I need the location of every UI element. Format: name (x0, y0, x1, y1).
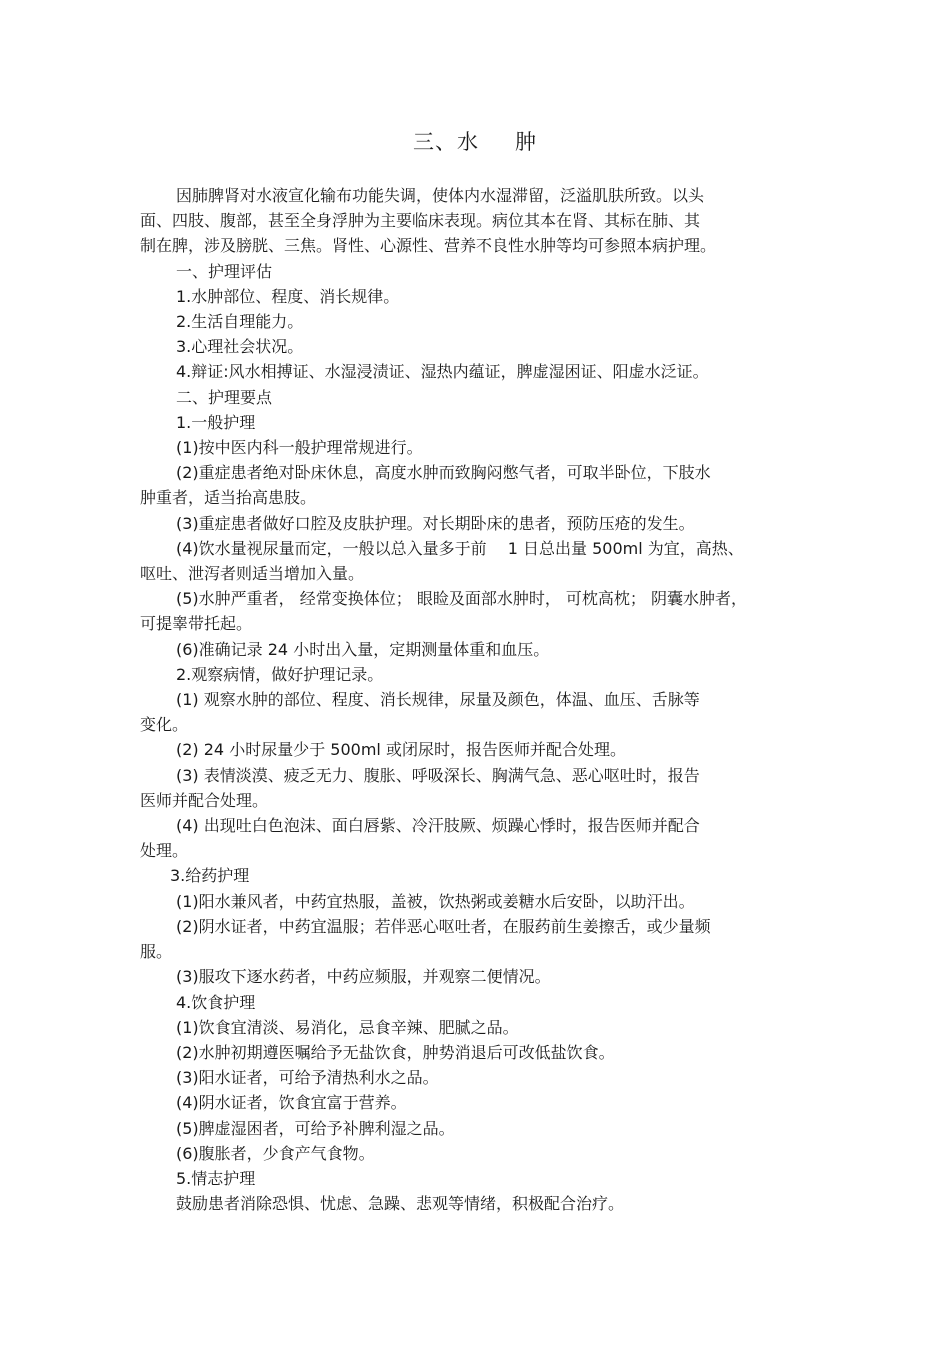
text-line: (2)水肿初期遵医嘱给予无盐饮食，肿势消退后可改低盐饮食。 (176, 1042, 615, 1062)
text-line: 一、护理评估 (176, 261, 273, 281)
text-line: 制在脾，涉及膀胱、三焦。肾性、心源性、营养不良性水肿等均可参照本病护理。 (140, 236, 717, 256)
text-line: 5.情志护理 (176, 1168, 256, 1188)
text-line: (3) 表情淡漠、疲乏无力、腹胀、呼吸深长、胸满气急、恶心呕吐时，报告 (176, 765, 700, 785)
text-line: (1) 观察水肿的部位、程度、消长规律，尿量及颜色，体温、血压、舌脉等 (176, 690, 700, 710)
text-line: 1.一般护理 (176, 412, 256, 432)
text-line: (3)重症患者做好口腔及皮肤护理。对长期卧床的患者，预防压疮的发生。 (176, 513, 695, 533)
text-line: 医师并配合处理。 (140, 790, 269, 810)
text-line: (5)水肿严重者， 经常变换体位； 眼睑及面部水肿时， 可枕高枕； 阴囊水肿者， (176, 589, 748, 609)
text-line: (6)腹胀者，少食产气食物。 (176, 1143, 375, 1163)
text-line: (3)服攻下逐水药者，中药应频服，并观察二便情况。 (176, 967, 551, 987)
text-line: 2.生活自理能力。 (176, 312, 304, 332)
text-line: (3)阳水证者，可给予清热利水之品。 (176, 1068, 439, 1088)
text-line: 3.给药护理 (170, 866, 250, 886)
text-line: 服。 (140, 942, 173, 962)
page-title (0, 129, 950, 155)
text-line: (5)脾虚湿困者，可给予补脾利湿之品。 (176, 1118, 455, 1138)
title-left: 三、水 (413, 130, 479, 154)
text-line: (1)阳水兼风者，中药宜热服，盖被，饮热粥或姜糖水后安卧，以助汗出。 (176, 891, 695, 911)
text-line: (1)饮食宜清淡、易消化，忌食辛辣、肥腻之品。 (176, 1017, 519, 1037)
text-line: 4.饮食护理 (176, 992, 256, 1012)
text-line: 可提睾带托起。 (140, 614, 253, 634)
text-line: 4.辩证:风水相搏证、水湿浸渍证、湿热内蕴证，脾虚湿困证、阳虚水泛证。 (176, 362, 709, 382)
title-right: 肿 (515, 130, 537, 154)
text-line: (2)阴水证者，中药宜温服；若伴恶心呕吐者，在服药前生姜擦舌，或少量频 (176, 916, 711, 936)
text-line: 因肺脾肾对水液宣化输布功能失调，使体内水湿滞留，泛溢肌肤所致。以头 (176, 186, 705, 205)
text-line: 鼓励患者消除恐惧、忧虑、急躁、悲观等情绪，积极配合治疗。 (176, 1194, 625, 1214)
text-line: (2) 24 小时尿量少于 500ml 或闭尿时，报告医师并配合处理。 (176, 740, 626, 760)
text-line: 呕吐、泄泻者则适当增加入量。 (140, 564, 365, 584)
text-line: (4)阴水证者，饮食宜富于营养。 (176, 1093, 407, 1113)
text-line: (4)饮水量视尿量而定，一般以总入量多于前 1 日总出量 500ml 为宜，高热、 (176, 538, 744, 558)
text-line: (2)重症患者绝对卧床休息，高度水肿而致胸闷憋气者，可取半卧位，下肢水 (176, 463, 711, 483)
text-line: 面、四肢、腹部，甚至全身浮肿为主要临床表现。病位其本在肾、其标在肺、其 (140, 211, 701, 231)
text-line: 二、护理要点 (176, 387, 273, 407)
text-line: 处理。 (140, 841, 189, 861)
text-line: 变化。 (140, 715, 189, 735)
text-line: (6)准确记录 24 小时出入量，定期测量体重和血压。 (176, 639, 550, 659)
text-line: 2.观察病情，做好护理记录。 (176, 664, 384, 684)
document-body (140, 183, 820, 1216)
text-line: 1.水肿部位、程度、消长规律。 (176, 286, 400, 306)
text-line: 3.心理社会状况。 (176, 337, 304, 357)
text-line: 肿重者，适当抬高患肢。 (140, 488, 317, 508)
text-line: (1)按中医内科一般护理常规进行。 (176, 438, 423, 458)
text-line: (4) 出现吐白色泡沫、面白唇紫、冷汗肢厥、烦躁心悸时，报告医师并配合 (176, 816, 700, 836)
